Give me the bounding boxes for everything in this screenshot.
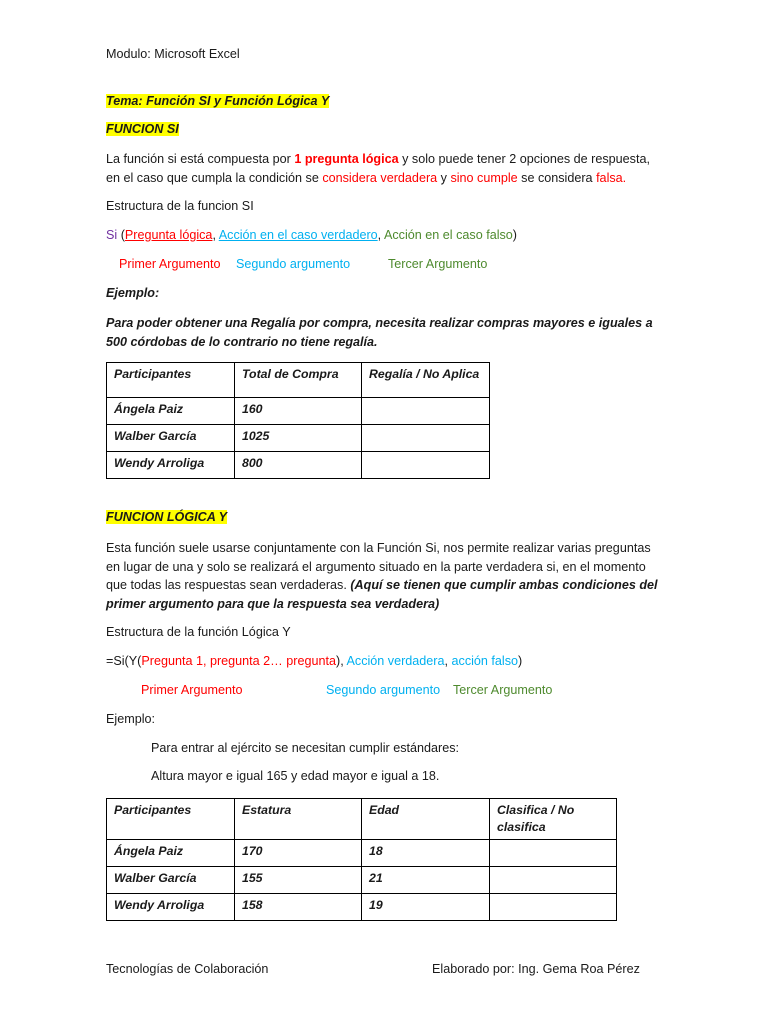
section1-example-label: Ejemplo: [106, 286, 160, 300]
topic-title: Tema: Función SI y Función Lógica Y [106, 94, 330, 108]
table-header-cell: Participantes [107, 363, 235, 398]
table-cell: 18 [362, 840, 490, 867]
table-cell [362, 425, 490, 452]
section1-arg-first: Primer Argumento [119, 257, 221, 271]
table-cell: 160 [235, 398, 362, 425]
table-header-row [107, 799, 617, 840]
header-module: Modulo: Microsoft Excel [106, 47, 240, 61]
section1-heading: FUNCION SI [106, 122, 179, 136]
footer-right: Elaborado por: Ing. Gema Roa Pérez [432, 962, 640, 976]
section1-arg-third: Tercer Argumento [388, 257, 488, 271]
section2-arg-third: Tercer Argumento [453, 683, 553, 697]
section2-arg-first: Primer Argumento [141, 683, 243, 697]
regalia-table [106, 362, 490, 479]
table-row [107, 425, 490, 452]
table-cell: 19 [362, 894, 490, 921]
table-cell: Ángela Paiz [107, 398, 235, 425]
table-cell: 1025 [235, 425, 362, 452]
section1-example-text: Para poder obtener una Regalía por compra, necesita realizar compras mayores e iguales a 500 córdobas de lo contrario no tiene regalía. [106, 316, 653, 349]
table-cell: 170 [235, 840, 362, 867]
section1-intro: La función si está compuesta por 1 pregunta lógica y solo puede tener 2 opciones de respuesta, en el caso que cumpla la condición se considera verdadera y sino cumple se considera falsa. [106, 152, 650, 185]
table-row [107, 452, 490, 479]
table-row [107, 894, 617, 921]
section2-intro: Esta función suele usarse conjuntamente con la Función Si, nos permite realizar varias preguntas en lugar de una y solo se realizará el argumento situado en la parte verdadera si, en el momento que todas las respuestas sean verdaderas. (Aquí se tienen que cumplir ambas condiciones del primer argumento para que la respuesta sea verdadera) [106, 541, 658, 611]
table-cell [490, 867, 617, 894]
table-header-cell: Edad [362, 799, 490, 840]
section2-example-line1: Para entrar al ejército se necesitan cumplir estándares: [151, 741, 459, 755]
table-row [107, 840, 617, 867]
table-header-cell: Regalía / No Aplica [362, 363, 490, 398]
table-cell [490, 894, 617, 921]
table-cell: Walber García [107, 867, 235, 894]
table-header-cell: Total de Compra [235, 363, 362, 398]
table-header-cell: Estatura [235, 799, 362, 840]
table-cell [362, 398, 490, 425]
table-cell: Ángela Paiz [107, 840, 235, 867]
clasifica-table [106, 798, 617, 921]
footer-left: Tecnologías de Colaboración [106, 962, 269, 976]
table-cell [490, 840, 617, 867]
section1-arg-second: Segundo argumento [236, 257, 351, 271]
table-cell: 800 [235, 452, 362, 479]
table-cell: 155 [235, 867, 362, 894]
section2-example-label: Ejemplo: [106, 712, 155, 726]
section1-structure-label: Estructura de la funcion SI [106, 199, 254, 213]
table-cell: Wendy Arroliga [107, 452, 235, 479]
table-row [107, 398, 490, 425]
section1-formula: Si (Pregunta lógica, Acción en el caso verdadero, Acción en el caso falso) [106, 228, 517, 242]
table-row [107, 867, 617, 894]
section2-structure-label: Estructura de la función Lógica Y [106, 625, 291, 639]
table-cell: 158 [235, 894, 362, 921]
table-cell [362, 452, 490, 479]
section2-arg-second: Segundo argumento [326, 683, 441, 697]
table-cell: Wendy Arroliga [107, 894, 235, 921]
table-header-cell: Clasifica / No clasifica [490, 799, 617, 840]
section2-example-line2: Altura mayor e igual 165 y edad mayor e igual a 18. [151, 769, 440, 783]
table-cell: Walber García [107, 425, 235, 452]
section2-formula: =Si(Y(Pregunta 1, pregunta 2… pregunta), Acción verdadera, acción falso) [106, 654, 523, 668]
table-cell: 21 [362, 867, 490, 894]
table-header-cell: Participantes [107, 799, 235, 840]
section2-heading: FUNCION LÓGICA Y [106, 510, 228, 524]
table-header-row [107, 363, 490, 398]
